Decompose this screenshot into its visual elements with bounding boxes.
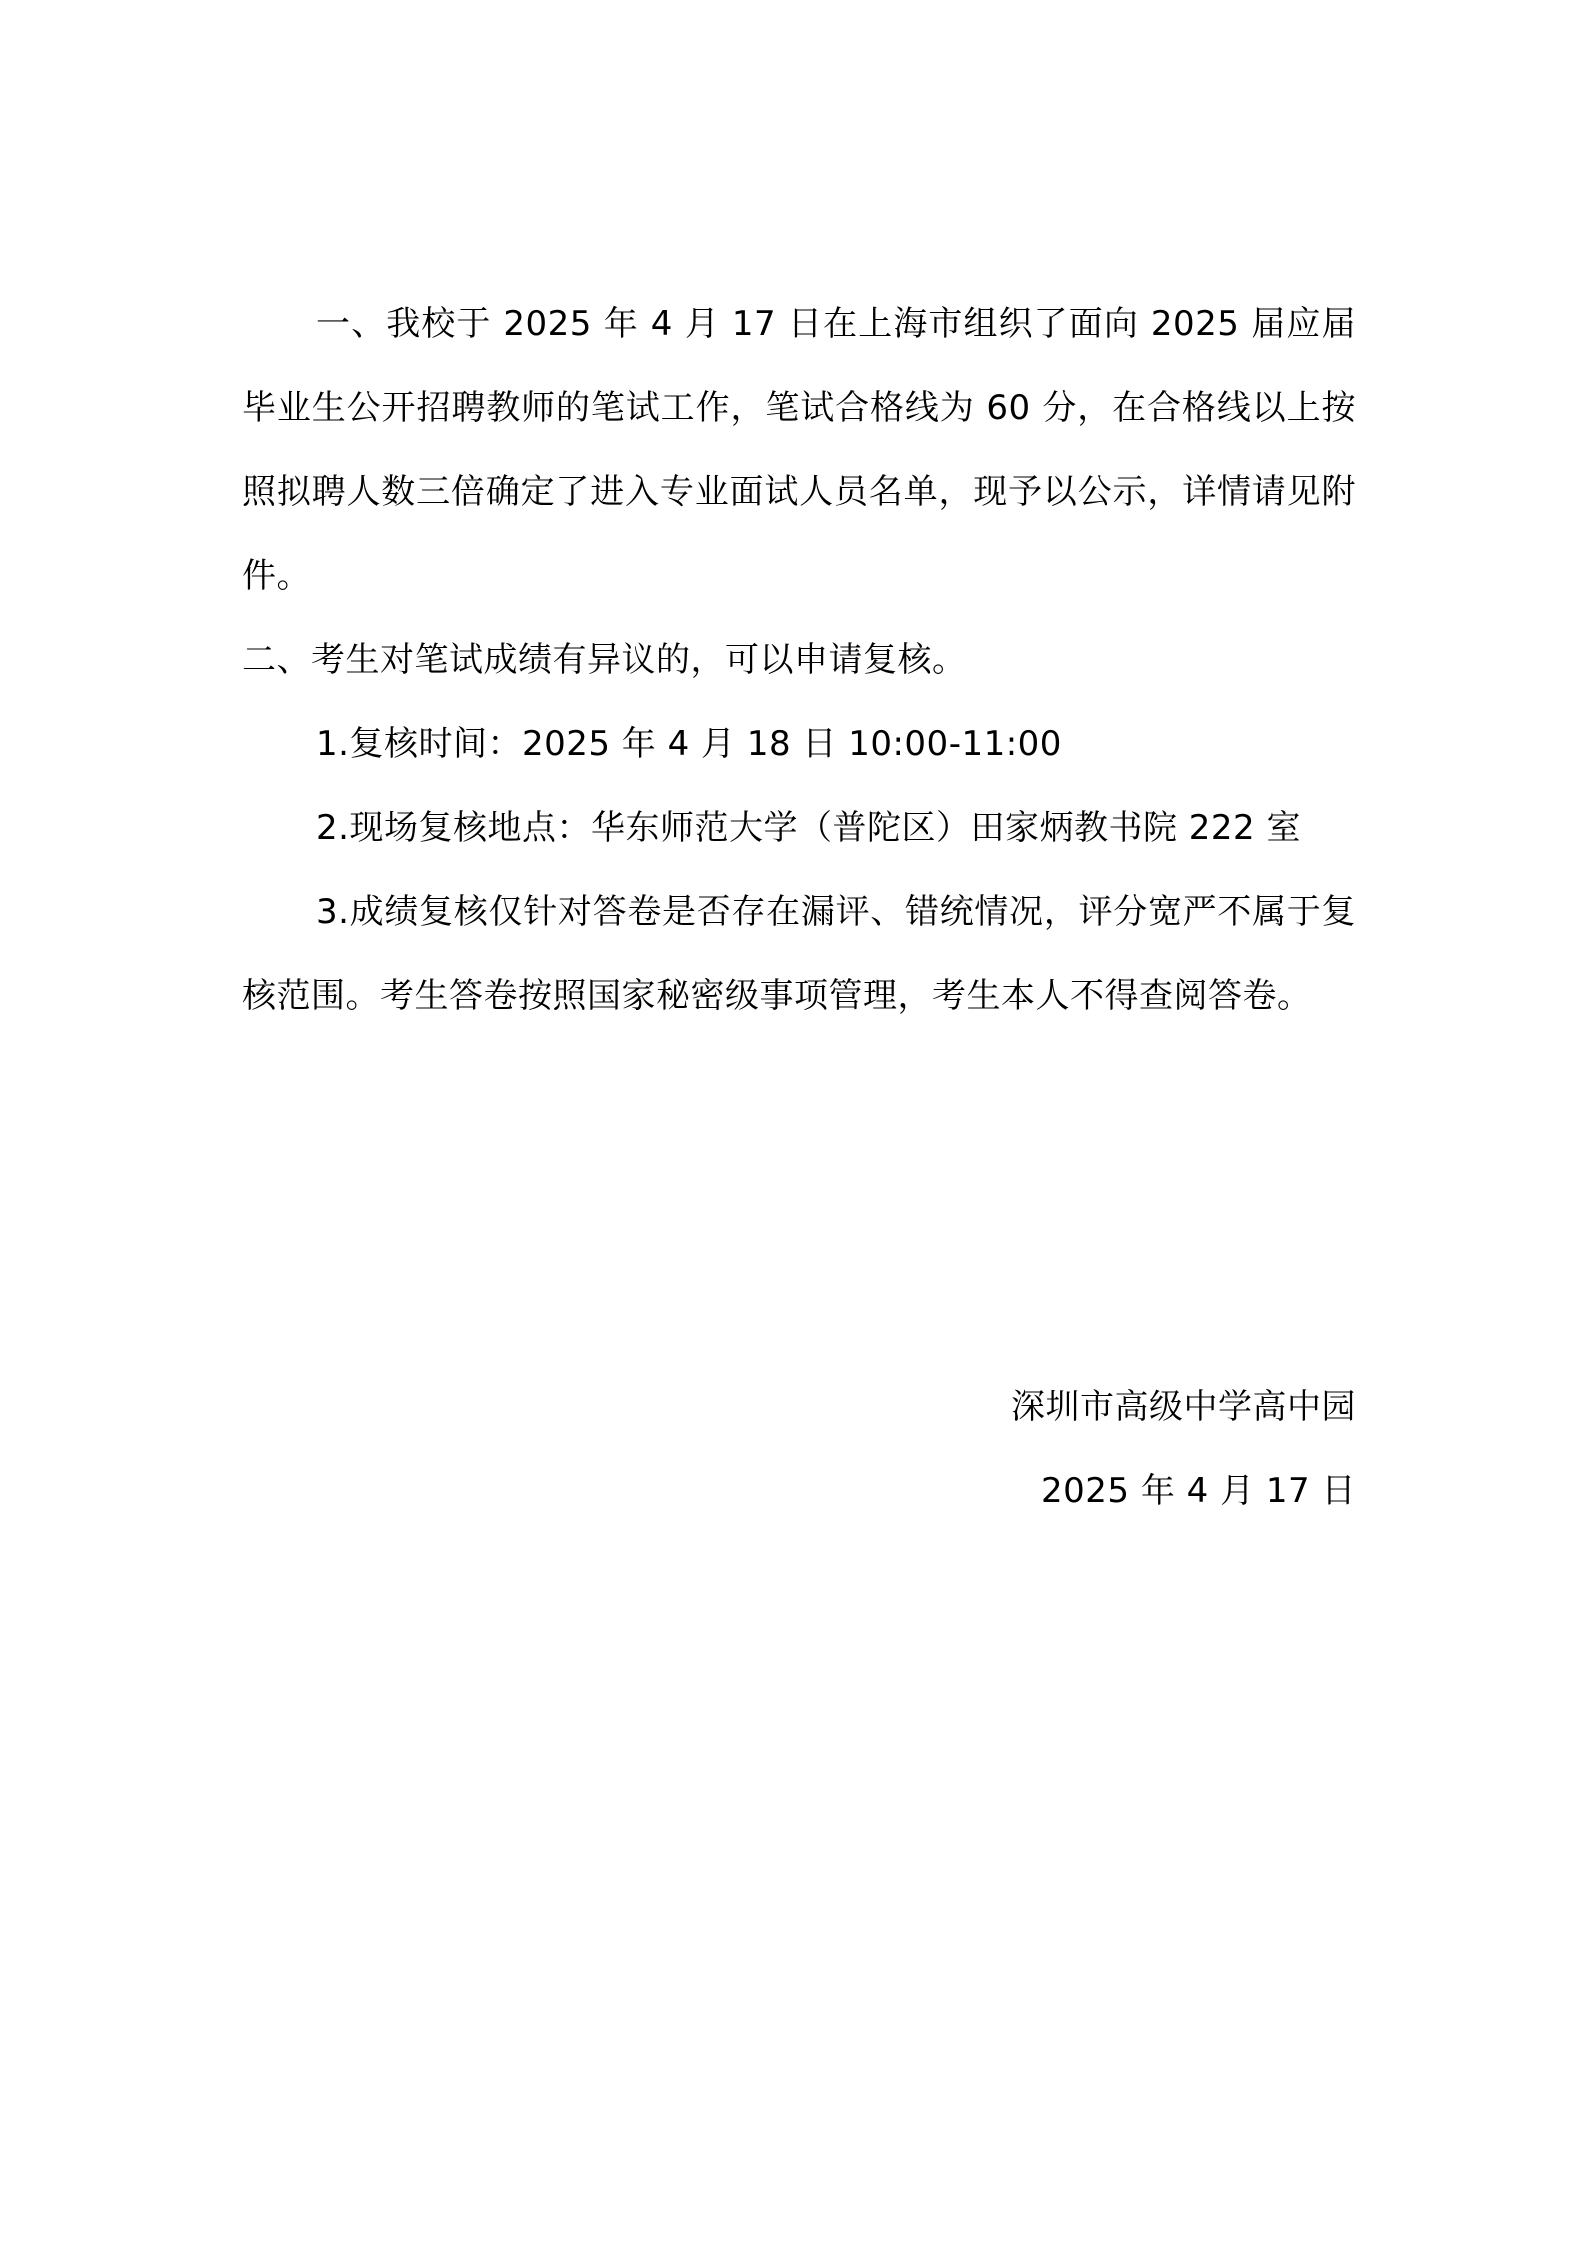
paragraph-review-location: 2.现场复核地点：华东师范大学（普陀区）田家炳教书院 222 室 [316,808,1301,848]
paragraph-review-scope: 3.成绩复核仅针对答卷是否存在漏评、错统情况，评分宽严不属于复核范围。考生答卷按照国家秘密级事项管理，考生本人不得查阅答卷。 [242,892,1356,1016]
paragraph-review-intro: 二、考生对笔试成绩有异议的，可以申请复核。 [242,640,967,680]
signature-organization: 深圳市高级中学高中园 [1011,1387,1356,1427]
paragraph-exam-results: 一、我校于 2025 年 4 月 17 日在上海市组织了面向 2025 届应届毕业生公开招聘教师的笔试工作，笔试合格线为 60 分，在合格线以上按照拟聘人数三倍确定了进入专业面试人员名单，现予以公示，详情请见附件。 [242,304,1356,596]
signature-date: 2025 年 4 月 17 日 [1041,1471,1356,1511]
notice-body [242,282,1356,1038]
paragraph-review-time: 1.复核时间：2025 年 4 月 18 日 10:00-11:00 [316,724,1062,764]
